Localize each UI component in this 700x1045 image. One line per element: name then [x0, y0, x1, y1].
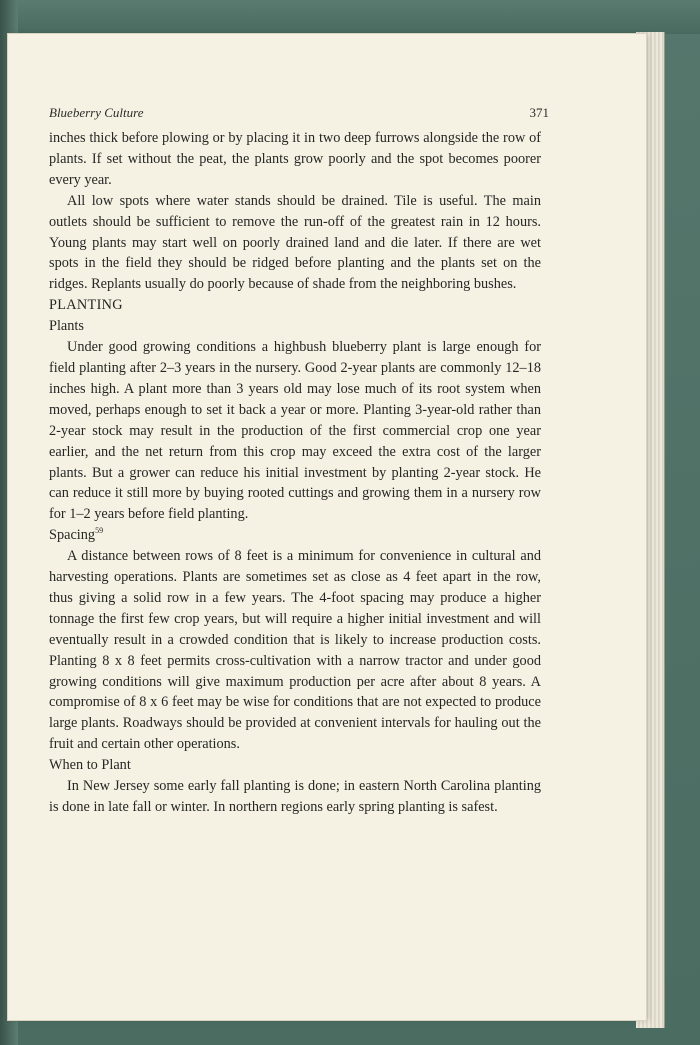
page-number: 371 [529, 105, 549, 120]
subheading-when-to-plant: When to Plant [49, 757, 131, 774]
paragraph-when-to-plant: In New Jersey some early fall planting is done; in eastern North Carolina planting is done in late fall or winter. In northern regions early spring planting is safest. [49, 778, 541, 815]
paragraph-drainage: All low spots where water stands should be drained. Tile is useful. The main outlets should be sufficient to remove the run-off of the greatest rain in 12 hours. Young plants may start well on poorly drained land and die later. If there are wet spots in the field they should be ridged before planting and the plants set on the ridges. Replants usually do poorly because of shade from the neighboring bushes. [49, 192, 541, 293]
subheading-plants: Plants [49, 318, 84, 335]
running-head-title: Blueberry Culture [49, 105, 144, 120]
subheading-spacing [49, 525, 541, 546]
spacing-heading-text: Spacing [49, 527, 96, 544]
footnote-ref-59: 59 [95, 526, 104, 536]
paragraph-spacing: A distance between rows of 8 feet is a minimum for convenience in cultural and harvesting operations. Plants are sometimes set as close as 4 feet apart in the row, thus giving a solid row in a few years. The 4-foot spacing may produce a higher tonnage the first few crop years, but will require a higher initial investment and will eventually result in a crowded condition that is likely to increase production costs. Planting 8 x 8 feet permits cross-cultivation with a narrow tractor and under good growing conditions will give maximum production per acre after about 8 years. A compromise of 8 x 6 feet may be wise for conditions that are not expected to produce large plants. Roadways should be provided at convenient intervals for hauling out the fruit and certain other operations. [49, 548, 541, 753]
cover-top-edge [0, 0, 700, 34]
page-content [49, 128, 541, 818]
paragraph-plants: Under good growing conditions a highbush blueberry plant is large enough for field planting after 2–3 years in the nursery. Good 2-year plants are commonly 12–18 inches high. A plant more than 3 years old may lose much of its root system when moved, perhaps enough to set it back a year or more. Planting 3-year-old rather than 2-year stock may result in the production of the first commercial crop one year earlier, and the net return from this crop may exceed the extra cost of the larger plants. But a grower can reduce his initial investment by planting 2-year stock. He can reduce it still more by buying rooted cuttings and growing them in a nursery row for 1–2 years before field planting. [49, 339, 541, 523]
section-heading-planting: PLANTING [49, 297, 123, 314]
book-page [8, 34, 646, 1020]
running-head [49, 105, 549, 121]
paragraph-continued: inches thick before plowing or by placing it in two deep furrows alongside the row of plants. If set without the peat, the plants grow poorly and the spot becomes poorer every year. [49, 130, 541, 188]
